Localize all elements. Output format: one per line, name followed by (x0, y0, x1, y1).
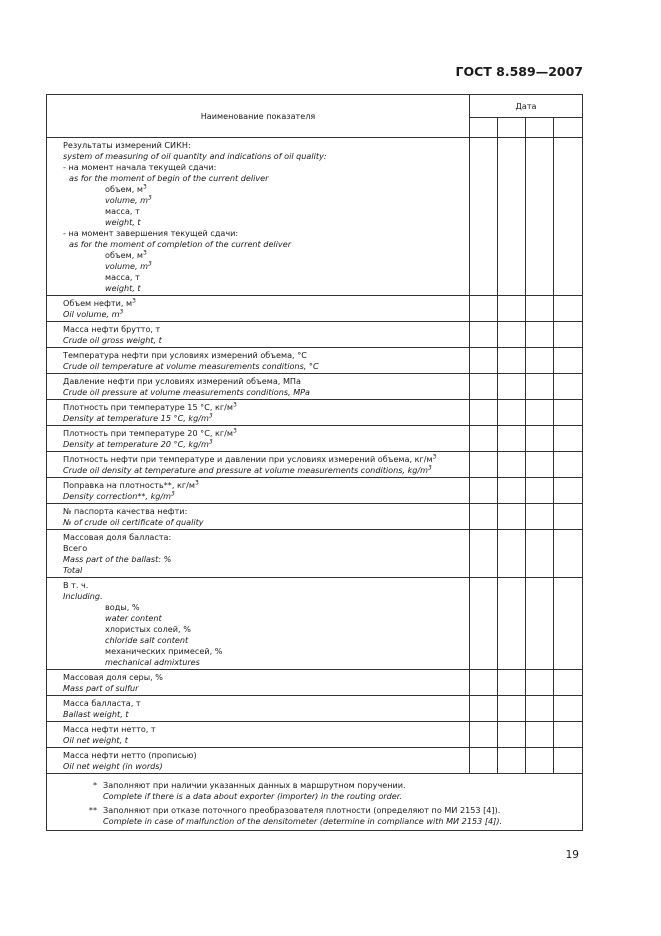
footnote (53, 780, 576, 802)
footnote-mark: * (92, 780, 97, 790)
indicator-label-ru: Плотность нефти при температуре и давлении при условиях измерений объема, $кг/м^3$ (63, 454, 437, 464)
value-cell[interactable] (554, 530, 583, 578)
table-row (47, 426, 583, 452)
indicator-name-cell (47, 696, 470, 722)
value-cell[interactable] (554, 348, 583, 374)
document-code: ГОСТ 8.589—2007 (455, 64, 583, 79)
value-cell[interactable] (470, 578, 498, 670)
indicator-name-cell (47, 722, 470, 748)
value-cell[interactable] (554, 504, 583, 530)
table-row (47, 748, 583, 774)
indicator-label-en: weight, t (105, 283, 141, 293)
value-cell[interactable] (526, 296, 554, 322)
value-cell[interactable] (554, 296, 583, 322)
table-row (47, 400, 583, 426)
footnotes (47, 774, 583, 831)
table-row (47, 138, 583, 296)
table-row (47, 296, 583, 322)
indicator-label-en: Crude oil pressure at volume measurements conditions, MPa (63, 387, 311, 397)
indicator-label-en: volume, $m^3$ (105, 195, 152, 205)
value-cell[interactable] (554, 722, 583, 748)
indicator-label-en: Mass part of sulfur (63, 683, 139, 693)
value-cell[interactable] (470, 530, 498, 578)
value-cell[interactable] (498, 138, 526, 296)
indicator-label-en: Density correction**, $kg/m^3$ (63, 491, 175, 501)
indicator-label-ru: Температура нефти при условиях измерений объема, °С (63, 350, 307, 360)
indicator-label-en: system of measuring of oil quantity and indications of oil quality: (63, 151, 327, 161)
value-cell[interactable] (526, 452, 554, 478)
indicator-label-ru: Давление нефти при условиях измерений объема, МПа (63, 376, 301, 386)
value-cell[interactable] (554, 748, 583, 774)
value-cell[interactable] (470, 322, 498, 348)
header-name-column (47, 95, 470, 138)
value-cell[interactable] (498, 696, 526, 722)
indicator-name-cell (47, 374, 470, 400)
table-row (47, 374, 583, 400)
value-cell[interactable] (526, 426, 554, 452)
indicator-label-en: Density at temperature 15 °C, $kg/m^3$ (63, 413, 213, 423)
indicator-label-ru: Масса балласта, т (63, 698, 141, 708)
value-cell[interactable] (470, 400, 498, 426)
indicator-name-cell (47, 138, 470, 296)
value-cell[interactable] (526, 374, 554, 400)
value-cell[interactable] (498, 348, 526, 374)
value-cell[interactable] (526, 138, 554, 296)
indicator-label-ru: Результаты измерений СИКН: (63, 140, 191, 150)
indicator-label-ru: масса, т (105, 272, 140, 282)
table-row (47, 670, 583, 696)
table-row (47, 530, 583, 578)
value-cell[interactable] (526, 696, 554, 722)
indicator-name-cell (47, 748, 470, 774)
value-cell[interactable] (526, 400, 554, 426)
indicator-name-cell (47, 348, 470, 374)
date-cell[interactable] (554, 118, 583, 138)
report-table (46, 94, 583, 831)
indicator-label-en: weight, t (105, 217, 141, 227)
indicator-label-ru: № паспорта качества нефти: (63, 506, 188, 516)
footnote-text-en: Complete if there is a data about exporter (importer) in the routing order. (103, 791, 402, 801)
value-cell[interactable] (498, 452, 526, 478)
footnote-text-en: Complete in case of malfunction of the densitometer (determine in compliance with МИ 2153 [4]). (103, 816, 503, 826)
indicator-name-cell (47, 452, 470, 478)
indicator-label-ru: Плотность при температуре 15 °С, $кг/м^3$ (63, 402, 237, 412)
indicator-label-ru: Масса нефти нетто (прописью) (63, 750, 197, 760)
indicator-label-en: Including. (63, 591, 103, 601)
indicator-label-en: Density at temperature 20 °C, $kg/m^3$ (63, 439, 213, 449)
indicator-label-en: № of crude oil certificate of quality (63, 517, 204, 527)
value-cell[interactable] (498, 296, 526, 322)
indicator-label-en: as for the moment of begin of the current deliver (69, 173, 269, 183)
indicator-label-en: Crude oil temperature at volume measurements conditions, °C (63, 361, 319, 371)
indicator-label-en: Oil net weight (in words) (63, 761, 163, 771)
indicator-label-en: mechanical admixtures (105, 657, 200, 667)
indicator-name-cell (47, 578, 470, 670)
footnote-mark: ** (88, 805, 97, 815)
header-name-label: Наименование показателя (200, 110, 316, 121)
table-row (47, 478, 583, 504)
table-row (47, 578, 583, 670)
value-cell[interactable] (498, 670, 526, 696)
value-cell[interactable] (498, 722, 526, 748)
value-cell[interactable] (470, 138, 498, 296)
value-cell[interactable] (554, 452, 583, 478)
indicator-name-cell (47, 478, 470, 504)
value-cell[interactable] (498, 374, 526, 400)
value-cell[interactable] (554, 478, 583, 504)
value-cell[interactable] (470, 374, 498, 400)
indicator-label-en: Mass part of the ballast: % (63, 554, 172, 564)
indicator-label-ru: воды, % (105, 602, 140, 612)
indicator-label-en: Total (63, 565, 83, 575)
table-row (47, 452, 583, 478)
indicator-name-cell (47, 322, 470, 348)
value-cell[interactable] (470, 452, 498, 478)
header-date-label: Дата (515, 100, 537, 111)
indicator-label-ru: - на момент завершения текущей сдачи: (63, 228, 239, 238)
date-cell[interactable] (526, 118, 554, 138)
indicator-label-ru: Объем нефти, $м^3$ (63, 298, 136, 308)
value-cell[interactable] (498, 322, 526, 348)
date-cell[interactable] (498, 118, 526, 138)
indicator-label-en: as for the moment of completion of the current deliver (69, 239, 292, 249)
indicator-label-ru: Всего (63, 543, 88, 553)
indicator-name-cell (47, 426, 470, 452)
value-cell[interactable] (470, 748, 498, 774)
indicator-label-en: Crude oil density at temperature and pressure at volume measurements conditions, $kg/m^3$ (63, 465, 432, 475)
indicator-label-ru: хлористых солей, % (105, 624, 191, 634)
value-cell[interactable] (498, 504, 526, 530)
value-cell[interactable] (470, 722, 498, 748)
header-date-column (470, 95, 583, 118)
value-cell[interactable] (554, 322, 583, 348)
value-cell[interactable] (554, 138, 583, 296)
value-cell[interactable] (526, 322, 554, 348)
table-row (47, 504, 583, 530)
indicator-label-ru: масса, т (105, 206, 140, 216)
value-cell[interactable] (526, 348, 554, 374)
value-cell[interactable] (526, 670, 554, 696)
value-cell[interactable] (554, 696, 583, 722)
value-cell[interactable] (470, 348, 498, 374)
value-cell[interactable] (498, 426, 526, 452)
table-row (47, 722, 583, 748)
value-cell[interactable] (554, 578, 583, 670)
table-row (47, 348, 583, 374)
value-cell[interactable] (554, 374, 583, 400)
value-cell[interactable] (526, 748, 554, 774)
indicator-label-ru: объем, $м^3$ (105, 250, 147, 260)
footnote-text-ru: Заполняют при наличии указанных данных в маршрутном поручении. (103, 780, 406, 790)
value-cell[interactable] (554, 426, 583, 452)
footnote (53, 805, 576, 827)
value-cell[interactable] (470, 296, 498, 322)
indicator-label-en: Ballast weight, t (63, 709, 129, 719)
value-cell[interactable] (526, 722, 554, 748)
indicator-name-cell (47, 670, 470, 696)
value-cell[interactable] (526, 578, 554, 670)
indicator-label-ru: - на момент начала текущей сдачи: (63, 162, 217, 172)
footnote-text-ru: Заполняют при отказе поточного преобразователя плотности (определяют по МИ 2153 [4]). (103, 805, 501, 815)
value-cell[interactable] (498, 578, 526, 670)
value-cell[interactable] (470, 696, 498, 722)
indicator-label-en: Oil net weight, t (63, 735, 128, 745)
value-cell[interactable] (470, 478, 498, 504)
page-number: 19 (565, 849, 579, 861)
indicator-label-en: chloride salt content (105, 635, 189, 645)
indicator-name-cell (47, 530, 470, 578)
value-cell[interactable] (526, 530, 554, 578)
value-cell[interactable] (470, 426, 498, 452)
indicator-label-en: volume, $m^3$ (105, 261, 152, 271)
indicator-label-ru: Массовая доля серы, % (63, 672, 163, 682)
table-row (47, 322, 583, 348)
indicator-label-en: Oil volume, $m^3$ (63, 309, 124, 319)
date-cell[interactable] (470, 118, 498, 138)
value-cell[interactable] (554, 670, 583, 696)
indicator-label-en: Crude oil gross weight, t (63, 335, 162, 345)
indicator-label-ru: объем, $м^3$ (105, 184, 147, 194)
indicator-name-cell (47, 296, 470, 322)
value-cell[interactable] (498, 400, 526, 426)
indicator-label-ru: Поправка на плотность**, $кг/м^3$ (63, 480, 199, 490)
value-cell[interactable] (526, 504, 554, 530)
value-cell[interactable] (470, 670, 498, 696)
indicator-name-cell (47, 400, 470, 426)
indicator-name-cell (47, 504, 470, 530)
value-cell[interactable] (554, 400, 583, 426)
value-cell[interactable] (498, 530, 526, 578)
indicator-label-ru: Массовая доля балласта: (63, 532, 172, 542)
value-cell[interactable] (498, 478, 526, 504)
indicator-label-ru: Масса нефти нетто, т (63, 724, 156, 734)
indicator-label-ru: Плотность при температуре 20 °С, $кг/м^3$ (63, 428, 237, 438)
value-cell[interactable] (526, 478, 554, 504)
indicator-label-en: water content (105, 613, 162, 623)
indicator-label-ru: механических примесей, % (105, 646, 223, 656)
value-cell[interactable] (498, 748, 526, 774)
indicator-label-ru: В т. ч. (63, 580, 89, 590)
table-row (47, 696, 583, 722)
indicator-label-ru: Масса нефти брутто, т (63, 324, 161, 334)
value-cell[interactable] (470, 504, 498, 530)
footnotes-row (47, 774, 583, 831)
